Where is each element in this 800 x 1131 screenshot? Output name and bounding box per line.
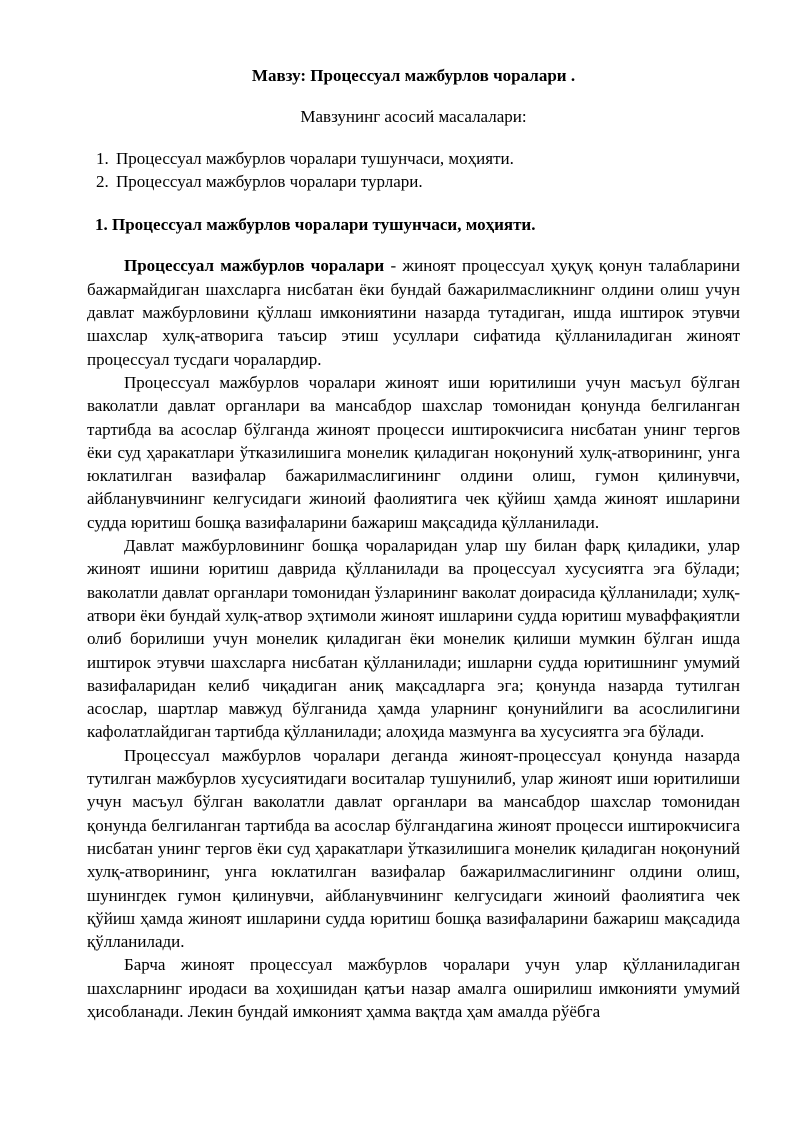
document-subtitle: Мавзунинг асосий масалалари: (300, 107, 527, 127)
document-page (87, 64, 740, 1023)
outline-item-number: 1. (96, 148, 109, 168)
outline-item (96, 147, 740, 170)
outline-item-text: Процессуал мажбурлов чоралари турлари. (116, 171, 423, 191)
topic-outline (87, 147, 740, 194)
outline-item (96, 170, 740, 193)
section-heading: 1. Процессуал мажбурлов чоралари тушунчаси, моҳияти. (95, 215, 536, 235)
body-paragraph: Процессуал мажбурлов чоралари деганда жиноят-процессуал қонунда назарда тутилган мажбурлов хусусиятидаги воситалар тушунилиб, улар жиноят иши юритилиши учун масъул бўлган ваколатли давлат органлари ва мансабдор шахслар томонидан қонунда белгиланган тартибда ва асослар бўлгандагина жиноят процесси иштирокчисига нисбатан унинг тергов ёки суд ҳаракатлари ўтказилишига монелик қиладиган ноқонуний хулқ-атворининг, унга юклатилган вазифалар бажарилмаслигининг олдини олиш, шунингдек гумон қилинувчи, айбланувчининг келгусидаги жиноий фаолиятига чек қўйиш ҳамда жиноят ишларини судда юритиш бошқа вазифаларини бажариш мақсадида қўлланилади. (87, 745, 740, 952)
definition-term: Процессуал мажбурлов чоралари (124, 256, 385, 276)
body-paragraph: Процессуал мажбурлов чоралари жиноят иши юритилиши учун масъул бўлган ваколатли давлат органлари ва мансабдор шахслар томонидан қонунда белгиланган тартибда ва асослар бўлганда жиноят процесси иштирокчисига нисбатан унинг тергов ёки суд ҳаракатлари ўтказилишига монелик қиладиган ноқонуний хулқ-атворининг, унга юклатилган вазифалар бажарилмаслигининг олдини олиш, гумон қилинувчи, айбланувчининг келгусидаги жиноий фаолиятига чек қўйиш ҳамда жиноят ишларини судда юритиш бошқа вазифаларини бажариш мақсадида қўлланилади. (87, 372, 740, 532)
outline-item-number: 2. (96, 171, 109, 191)
body-paragraph: Давлат мажбурловининг бошқа чораларидан улар шу билан фарқ қиладики, улар жиноят ишини юритиш даврида қўлланилади ва процессуал хусусиятга эга бўлади; ваколатли давлат органлари томонидан ўзларининг ваколат доирасида қўлланилади; хулқ-атвори ёки бундай хулқ-атвор эҳтимоли жиноят ишларини судда юритиш муваффақиятли олиб борилиши учун монелик қиладиган ёки монелик қилиши мумкин бўлган ишда иштирок этувчи шахсларга нисбатан қўлланилади; ишларни судда юритишнинг умумий вазифаларидан келиб чиқадиган аниқ мақсадларга эга; қонунда назарда тутилган асослар, шартлар мавжуд бўлганида ҳамда уларнинг қонунийлиги ва асослилигини кафолатлайдиган тартибда қўлланилади; алоҳида мазмунга ва хусусиятга эга бўлади. (87, 536, 740, 742)
definition-body: - жиноят процессуал ҳуқуқ қонун талабларини бажармайдиган шахсларга нисбатан ёки бундай бажарилмасликнинг олдини олиш учун давлат мажбурловини қўллаш имкониятини назарда тутадиган, ишда иштирок этувчи шахслар хулқ-атворига таъсир этиш усуллари сифатида қўлланиладиган жиноят процессуал тусдаги чоралардир. (87, 256, 740, 369)
document-title: Мавзу: Процессуал мажбурлов чоралари . (251, 66, 576, 85)
body-paragraph: Барча жиноят процессуал мажбурлов чоралари учун улар қўлланиладиган шахсларнинг иродаси ва хоҳишидан қатъи назар амалга оширилиш имконияти умумий ҳисобланади. Лекин бундай имконият ҳамма вақтда ҳам амалда рўёбга (87, 955, 740, 1021)
outline-item-text: Процессуал мажбурлов чоралари тушунчаси, моҳияти. (116, 148, 514, 168)
definition-paragraph (87, 254, 740, 370)
